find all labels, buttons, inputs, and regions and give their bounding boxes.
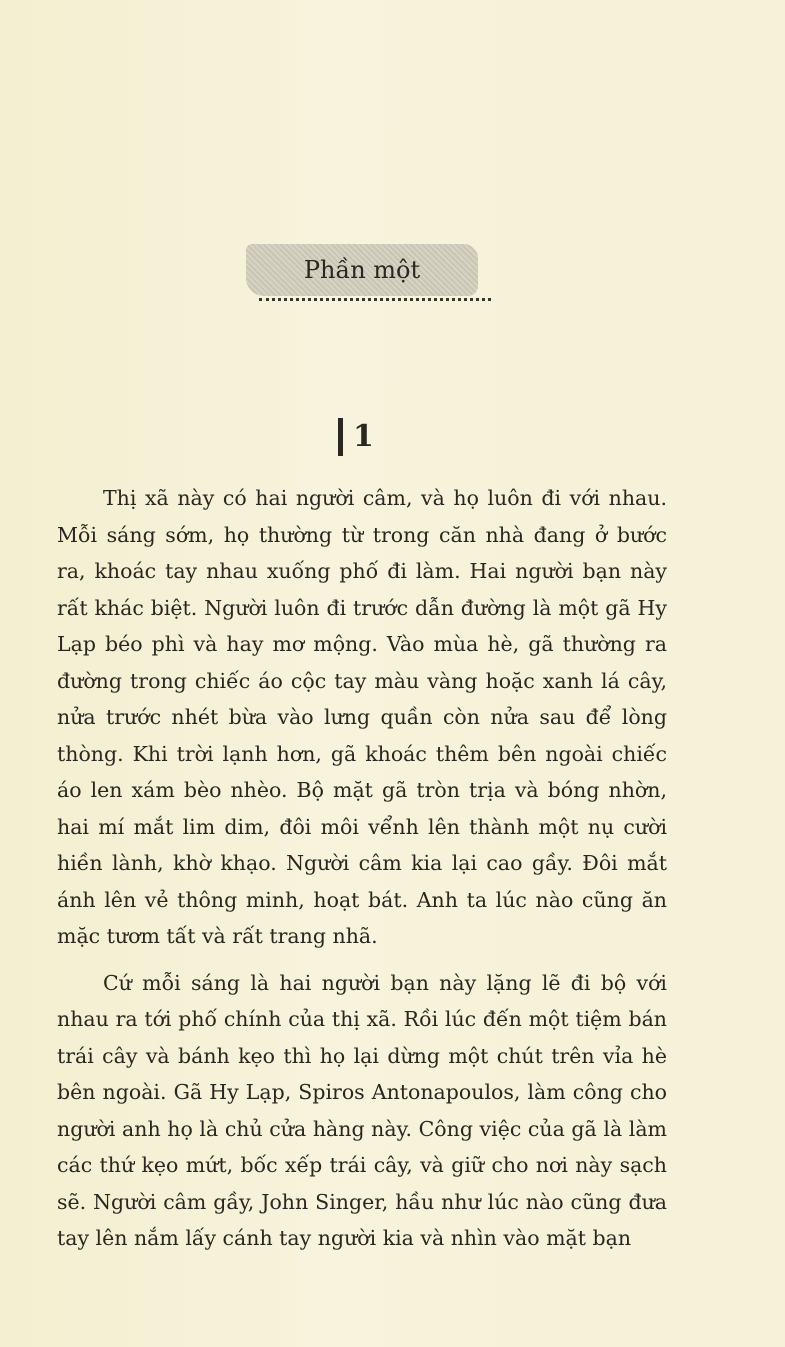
- part-title: Phần một: [303, 256, 421, 284]
- chapter-number: 1: [353, 419, 374, 454]
- body-text: [57, 480, 667, 1267]
- paragraph: Cứ mỗi sáng là hai người bạn này lặng lẽ đi bộ với nhau ra tới phố chính của thị xã. Rồi lúc đến một tiệm bán trái cây và bánh kẹo thì họ lại dừng một chút trên vỉa hè bên ngoài. Gã Hy Lạp, Spiros Antonapoulos, làm công cho người anh họ là chủ cửa hàng này. Công việc của gã là làm các thứ kẹo mứt, bốc xếp trái cây, và giữ cho nơi này sạch sẽ. Người câm gầy, John Singer, hầu như lúc nào cũng đưa tay lên nắm lấy cánh tay người kia và nhìn vào mặt bạn: [57, 970, 667, 1250]
- chapter-bar: [338, 418, 343, 456]
- paragraph: Thị xã này có hai người câm, và họ luôn đi với nhau. Mỗi sáng sớm, họ thường từ trong căn nhà đang ở bước ra, khoác tay nhau xuống phố đi làm. Hai người bạn này rất khác biệt. Người luôn đi trước dẫn đường là một gã Hy Lạp béo phì và hay mơ mộng. Vào mùa hè, gã thường ra đường trong chiếc áo cộc tay màu vàng hoặc xanh lá cây, nửa trước nhét bừa vào lưng quần còn nửa sau để lòng thòng. Khi trời lạnh hơn, gã khoác thêm bên ngoài chiếc áo len xám bèo nhèo. Bộ mặt gã tròn trịa và bóng nhờn, hai mí mắt lim dim, đôi môi vểnh lên thành một nụ cười hiền lành, khờ khạo. Người câm kia lại cao gầy. Đôi mắt ánh lên vẻ thông minh, hoạt bát. Anh ta lúc nào cũng ăn mặc tươm tất và rất trang nhã.: [57, 486, 667, 948]
- dotted-divider: [259, 298, 491, 301]
- chapter-heading: [338, 417, 374, 457]
